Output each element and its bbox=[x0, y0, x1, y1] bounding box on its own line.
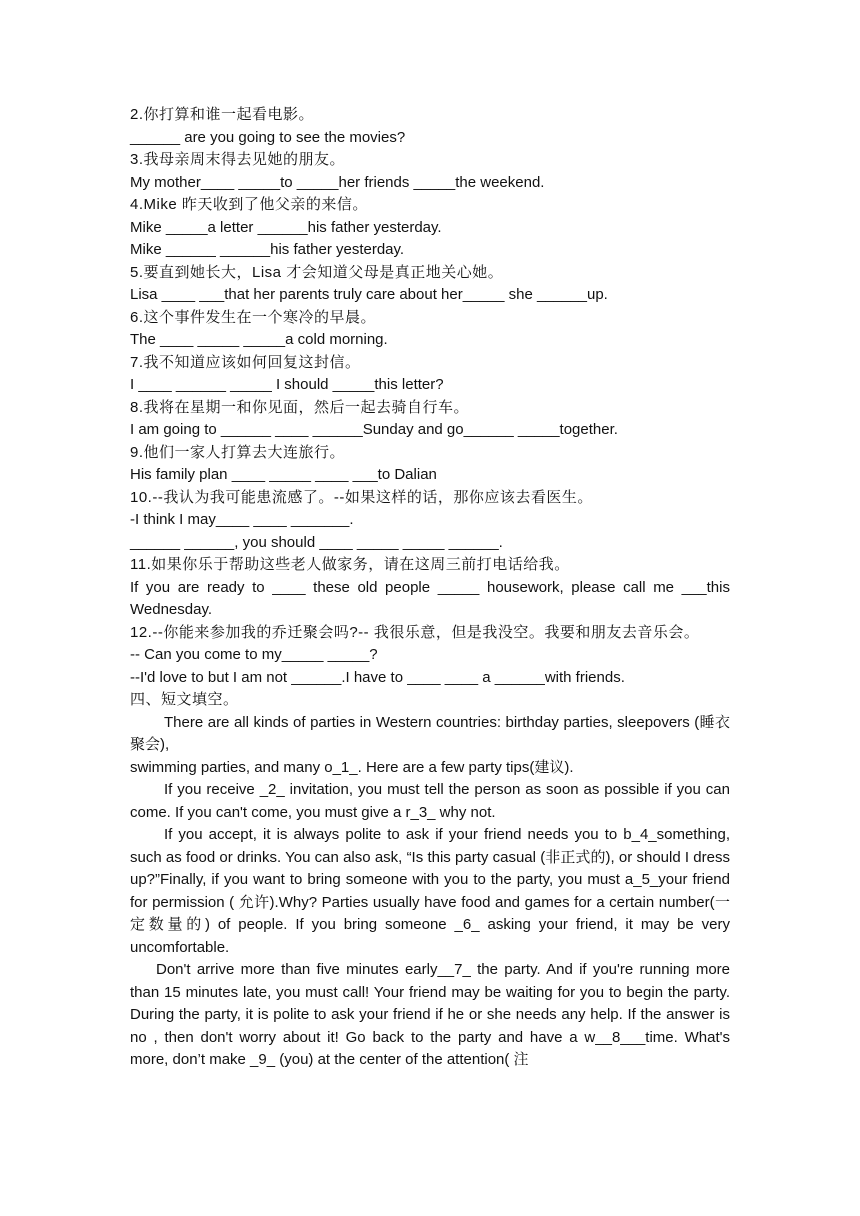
passage-paragraph-3: If you accept, it is always polite to ask if your friend needs you to b_4_something, such as food or drinks. You can also ask, “Is this party casual (非正式的), or should I dress up?”Finally, if you want to bring someone with you to the party, you must a_5_your friend for permission ( 允许).Why? Parties usually have food and games for a certain number(一定数量的) of people. If you bring someone _6_ asking your friend, it may be very uncomfortable. bbox=[130, 826, 730, 956]
q8-chinese: 8.我将在星期一和你见面，然后一起去骑自行车。 bbox=[130, 398, 470, 416]
q9-chinese: 9.他们一家人打算去大连旅行。 bbox=[130, 443, 346, 461]
q3-english: My mother____ _____to _____her friends _____the weekend. bbox=[130, 173, 545, 191]
q8-english: I am going to ______ ____ ______Sunday and go______ _____together. bbox=[130, 421, 618, 438]
q11-chinese: 11.如果你乐于帮助这些老人做家务，请在这周三前打电话给我。 bbox=[130, 556, 570, 573]
q5-english: Lisa ____ ___that her parents truly care about her_____ she ______up. bbox=[130, 286, 608, 303]
document-page bbox=[130, 104, 730, 1072]
q10-chinese: 10.--我认为我可能患流感了。--如果这样的话，那你应该去看医生。 bbox=[130, 488, 593, 506]
q4-english-2: Mike ______ ______his father yesterday. bbox=[130, 241, 405, 258]
passage-paragraph-4: Don't arrive more than five minutes early__7_ the party. And if you're running more than 15 minutes late, you must call! Your friend may be waiting for you to begin the party. During the party, it is polite to ask your friend if he or she needs any help. If the answer is no , then don't worry about it! Go back to the party and have a w__8___time. What's more, don’t make _9_ (you) at the center of the attention( 注 bbox=[130, 961, 730, 1068]
q5-chinese: 5.要直到她长大，Lisa 才会知道父母是真正地关心她。 bbox=[130, 263, 504, 281]
q9-english: His family plan ____ _____ ____ ___to Dalian bbox=[130, 466, 437, 483]
q11-english: If you are ready to ____ these old people _____ housework, please call me ___this Wednesday. bbox=[130, 578, 730, 618]
q4-english-1: Mike _____a letter ______his father yesterday. bbox=[130, 218, 442, 236]
q6-english: The ____ _____ _____a cold morning. bbox=[130, 331, 388, 348]
q7-chinese: 7.我不知道应该如何回复这封信。 bbox=[130, 353, 361, 371]
passage-paragraph-1b: swimming parties, and many o_1_. Here are a few party tips(建议). bbox=[130, 758, 574, 776]
q2-chinese: 2.你打算和谁一起看电影。 bbox=[130, 106, 315, 123]
q3-chinese: 3.我母亲周末得去见她的朋友。 bbox=[130, 151, 346, 168]
q7-english: I ____ ______ _____ I should _____this letter? bbox=[130, 376, 444, 393]
q10-english-2: ______ ______, you should ____ _____ _____ ______. bbox=[130, 533, 503, 551]
section-heading: 四、短文填空。 bbox=[130, 691, 239, 708]
q10-english-1: -I think I may____ ____ _______. bbox=[130, 511, 354, 528]
q6-chinese: 6.这个事件发生在一个寒冷的早晨。 bbox=[130, 308, 377, 326]
q12-english-2: --I'd love to but I am not ______.I have to ____ ____ a ______with friends. bbox=[130, 668, 625, 686]
q4-chinese: 4.Mike 昨天收到了他父亲的来信。 bbox=[130, 196, 368, 213]
passage-paragraph-1a: There are all kinds of parties in Western countries: birthday parties, sleepovers (睡衣聚会), bbox=[130, 713, 730, 753]
passage-paragraph-2: If you receive _2_ invitation, you must tell the person as soon as possible if you can come. If you can't come, you must give a r_3_ why not. bbox=[130, 781, 730, 821]
q2-english: ______ are you going to see the movies? bbox=[130, 128, 406, 146]
q12-chinese: 12.--你能来参加我的乔迁聚会吗?-- 我很乐意，但是我没空。我要和朋友去音乐会。 bbox=[130, 623, 700, 641]
q12-english-1: -- Can you come to my_____ _____? bbox=[130, 646, 378, 663]
